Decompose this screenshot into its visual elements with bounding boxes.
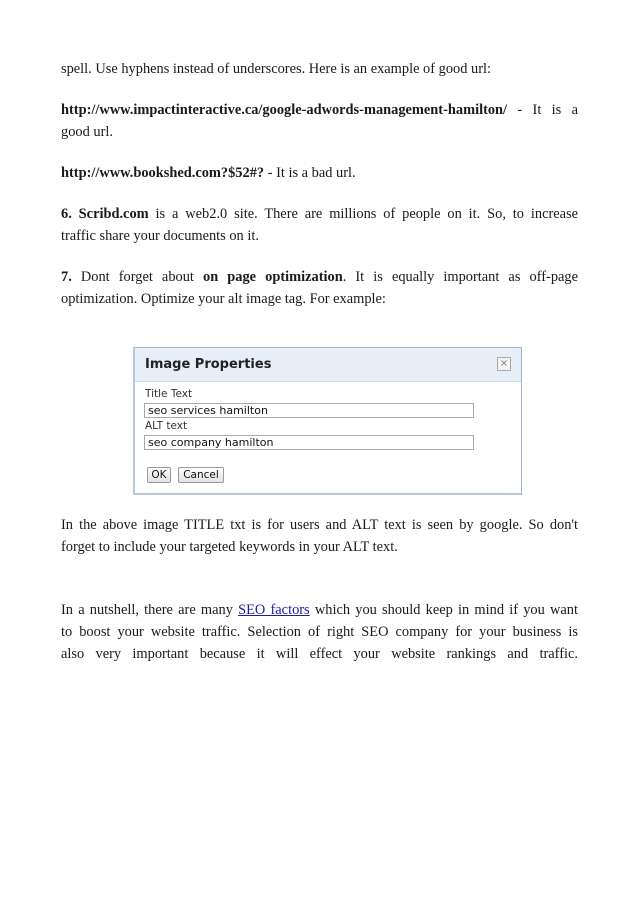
paragraph-text: optimization. Optimize your alt image tag. For example: — [61, 291, 386, 307]
paragraph-conclusion — [61, 599, 578, 665]
title-text-input[interactable] — [144, 403, 474, 418]
paragraph-bad-url — [61, 162, 578, 184]
ok-button[interactable]: OK — [147, 467, 171, 483]
dialog-title: Image Properties — [145, 357, 272, 372]
paragraph-text: spell. Use hyphens instead of underscores. Here is an example of good url: — [61, 61, 492, 77]
paragraph-text: - It is a bad url. — [264, 165, 356, 181]
seo-factors-link[interactable]: SEO factors — [238, 602, 310, 618]
paragraph-text: forget to include your targeted keywords in your ALT text. — [61, 539, 398, 555]
image-properties-dialog-figure — [133, 347, 522, 495]
paragraph-text: is a web2.0 site. There are millions of people on it. So, to increase — [148, 206, 579, 222]
good-url-text: http://www.impactinteractive.ca/google-adwords-management-hamilton/ — [61, 102, 508, 118]
paragraph-text: good url. — [61, 124, 113, 140]
close-icon[interactable]: × — [497, 357, 511, 371]
dialog-title-bar — [135, 348, 521, 382]
paragraph-text: In a nutshell, there are many — [61, 602, 239, 618]
title-text-label: Title Text — [145, 388, 193, 400]
paragraph-text: traffic share your documents on it. — [61, 228, 259, 244]
emphasis-text: on page optimization — [203, 269, 343, 285]
bad-url-text: http://www.bookshed.com?$52#? — [61, 165, 265, 181]
list-item-number-7: 7. — [61, 269, 72, 285]
cancel-button[interactable]: Cancel — [178, 467, 224, 483]
paragraph-url-intro — [61, 58, 578, 80]
paragraph-text: In the above image TITLE txt is for users and ALT text is seen by google. So don't — [61, 517, 578, 533]
paragraph-text: - It is a — [507, 102, 578, 118]
paragraph-text: to boost your website traffic. Selection of right SEO company for your business is — [61, 624, 578, 640]
paragraph-on-page-optimization — [61, 266, 578, 310]
document-page-continued — [61, 514, 578, 684]
paragraph-text: . It is equally important as off-page — [342, 269, 578, 285]
paragraph-text: which you should keep in mind if you want — [309, 602, 578, 618]
list-item-number-6: 6. Scribd.com — [61, 206, 149, 222]
alt-text-label: ALT text — [145, 420, 188, 432]
paragraph-scribd — [61, 203, 578, 247]
alt-text-input[interactable] — [144, 435, 474, 450]
paragraph-text: Dont forget about — [71, 269, 203, 285]
paragraph-good-url — [61, 99, 578, 143]
paragraph-alt-text-explanation — [61, 514, 578, 558]
paragraph-text: also very important because it will effect your website rankings and traffic. — [61, 646, 578, 662]
document-page — [61, 58, 578, 329]
